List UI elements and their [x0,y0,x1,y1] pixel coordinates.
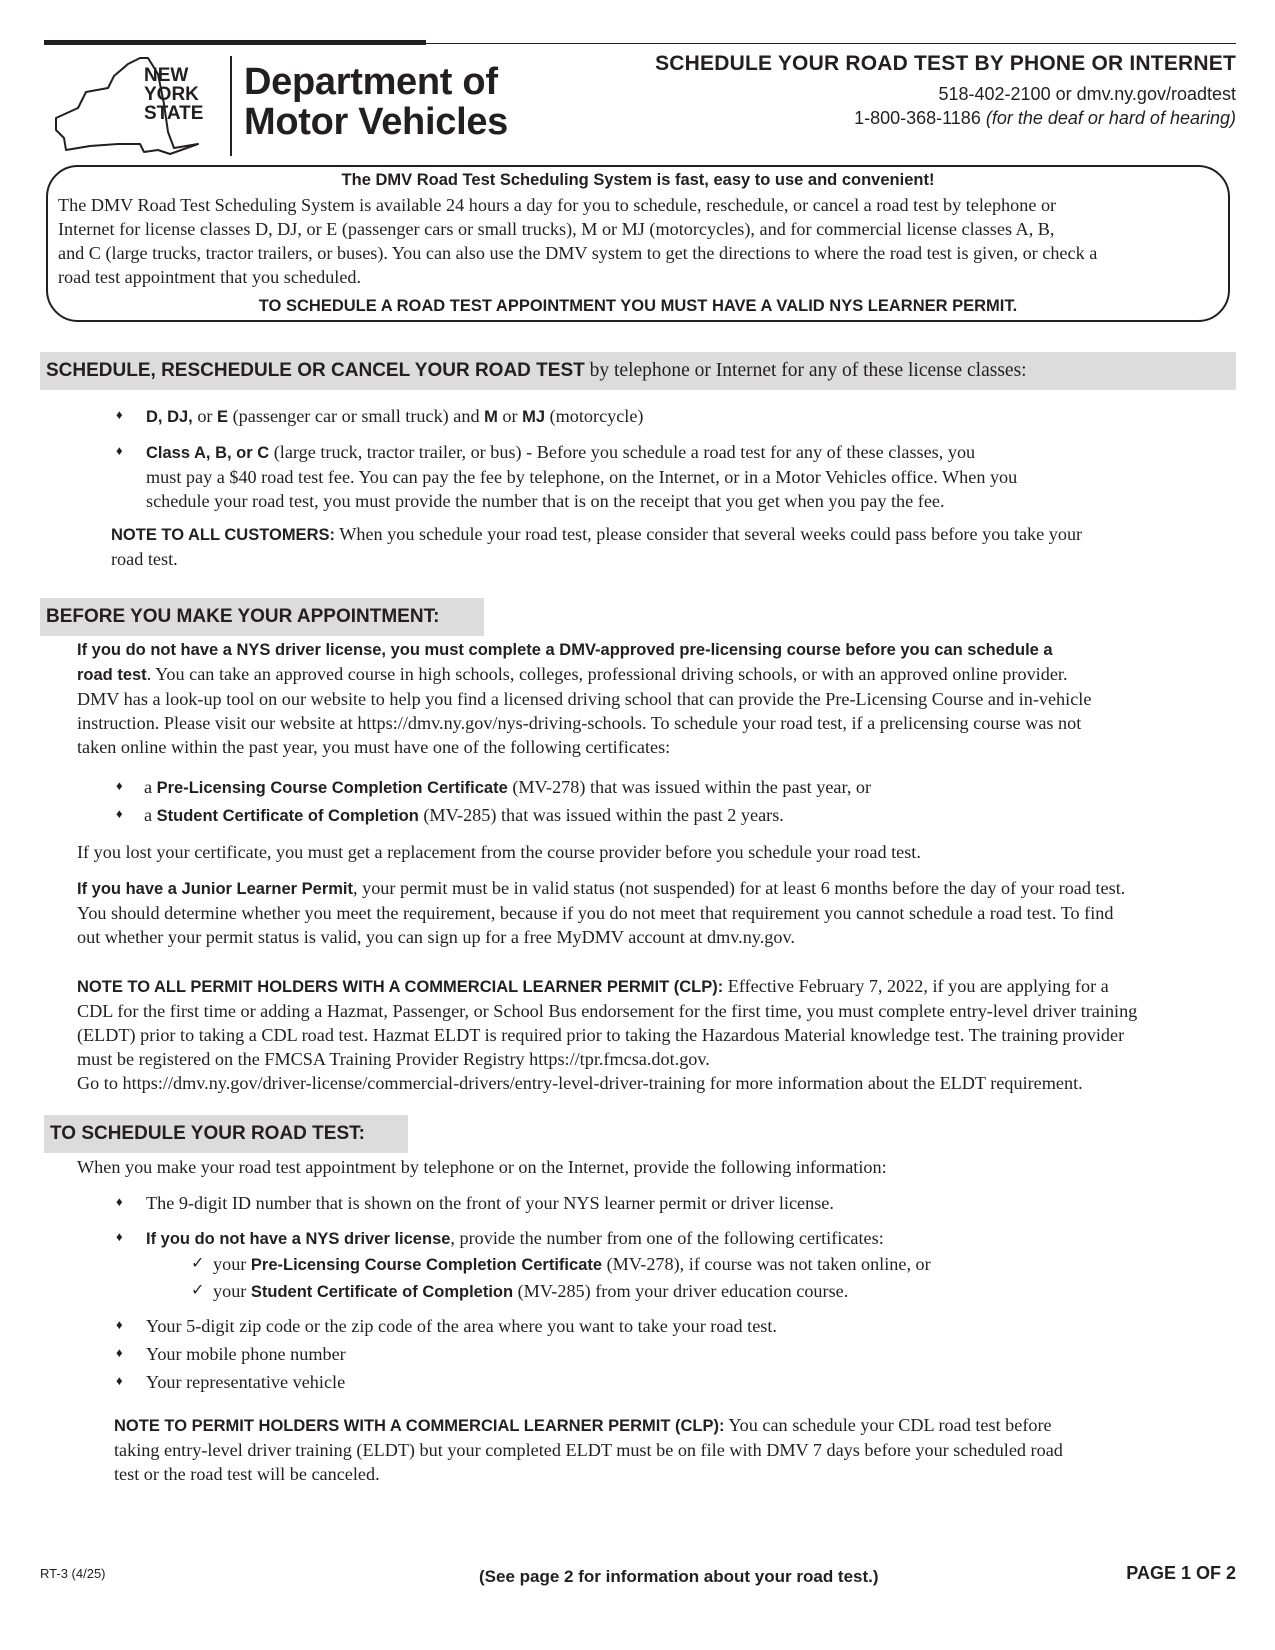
bullet-icon: ♦ [116,443,123,458]
document-title: SCHEDULE YOUR ROAD TEST BY PHONE OR INTERNET [655,52,1236,75]
required-info-item-4: Your mobile phone number [146,1344,346,1364]
section-header-schedule-road-test: TO SCHEDULE YOUR ROAD TEST: [44,1115,408,1153]
info-box-heading: The DMV Road Test Scheduling System is fast, easy to use and convenient! [341,171,935,189]
lost-certificate-text: If you lost your certificate, you must get a replacement from the course provider before you schedule your road test. [77,842,921,862]
logo-divider [230,56,232,156]
see-page-2-note: (See page 2 for information about your road test.) [479,1567,879,1586]
license-class-bullet-1: D, DJ, or E (passenger car or small truck) and M or MJ (motorcycle) [146,406,644,426]
schedule-intro: When you make your road test appointment by telephone or on the Internet, provide the following information: [77,1157,887,1177]
required-info-item-3: Your 5-digit zip code or the zip code of the area where you want to take your road test. [146,1316,777,1336]
form-id: RT-3 (4/25) [40,1566,106,1581]
bullet-icon: ♦ [116,1194,123,1209]
certificate-item-2: a Student Certificate of Completion (MV-285) that was issued within the past 2 years. [144,805,784,825]
clp-scheduling-note: NOTE TO PERMIT HOLDERS WITH A COMMERCIAL LEARNER PERMIT (CLP): You can schedule your CDL road test before taking entry-level driver training (ELDT) but your completed ELDT must be on file with DMV 7 days before your scheduled road test or the road test will be canceled. [114,1415,1063,1484]
bullet-icon: ♦ [116,1229,123,1244]
bullet-icon: ♦ [116,778,123,793]
bullet-icon: ♦ [116,407,123,422]
junior-permit-paragraph: If you have a Junior Learner Permit, your permit must be in valid status (not suspended) for at least 6 months before the day of your road test. You should determine whether you meet the requirement, because if you do not meet that requirement you cannot schedule a road test. To find out whether your permit status is valid, you can sign up for a free MyDMV account at dmv.ny.gov. [77,878,1126,947]
info-box-footer: TO SCHEDULE A ROAD TEST APPOINTMENT YOU MUST HAVE A VALID NYS LEARNER PERMIT. [258,297,1018,315]
logo-department-name: Department of Motor Vehicles [244,61,508,143]
contact-tty: 1-800-368-1186 (for the deaf or hard of hearing) [854,108,1236,128]
page-number: PAGE 1 OF 2 [1126,1563,1236,1583]
pre-licensing-paragraph: If you do not have a NYS driver license, you must complete a DMV-approved pre-licensing course before you can schedule a road test. You can take an approved course in high schools, colleges, professional driving schools, or with an approved online provider. DMV has a look-up tool on our website to help you find a licensed driving school that can provide the Pre-Licensing Course and in-vehicle instruction. Please visit our website at https://dmv.ny.gov/nys-driving-schools. To schedule your road test, if a prelicensing course was not taken online within the past year, you must have one of the following certificates: [77,641,1092,757]
logo-state-text: NEW YORK STATE [144,65,204,124]
bullet-icon: ♦ [116,1345,123,1360]
certificate-item-1: a Pre-Licensing Course Completion Certificate (MV-278) that was issued within the past year, or [144,777,872,797]
checkmark-icon: ✓ [191,1282,205,1299]
section-header-schedule: SCHEDULE, RESCHEDULE OR CANCEL YOUR ROAD TEST by telephone or Internet for any of these license classes: [40,352,1236,390]
info-box-body: The DMV Road Test Scheduling System is available 24 hours a day for you to schedule, reschedule, or cancel a road test by telephone or Internet for license classes D, DJ, or E (passenger cars or small trucks), M or MJ (motorcycles), and for commercial license classes A, B, and C (large trucks, tractor trailers, or buses). You can also use the DMV system to get the directions to where the road test is given, or check a road test appointment that you scheduled. [58,195,1098,287]
certificate-check-2: your Student Certificate of Completion (MV-285) from your driver education course. [213,1281,849,1301]
bullet-icon: ♦ [116,1373,123,1388]
bullet-icon: ♦ [116,1317,123,1332]
bullet-icon: ♦ [116,806,123,821]
note-to-all-customers: NOTE TO ALL CUSTOMERS: When you schedule your road test, please consider that several weeks could pass before you take your road test. [111,524,1083,569]
required-info-item-5: Your representative vehicle [146,1372,346,1392]
header-rule-thin [426,43,1236,44]
section-header-before-appointment: BEFORE YOU MAKE YOUR APPOINTMENT: [40,598,484,636]
required-info-item-1: The 9-digit ID number that is shown on the front of your NYS learner permit or driver license. [146,1193,834,1213]
certificate-check-1: your Pre-Licensing Course Completion Certificate (MV-278), if course was not taken online, or [213,1254,931,1274]
contact-phone-web: 518-402-2100 or dmv.ny.gov/roadtest [938,84,1236,104]
header-rule-thick [44,40,426,45]
required-info-item-2: If you do not have a NYS driver license, provide the number from one of the following certificates: [146,1228,884,1248]
license-class-bullet-2: Class A, B, or C (large truck, tractor trailer, or bus) - Before you schedule a road test for any of these classes, you must pay a $40 road test fee. You can pay the fee by telephone, on the Internet, or in a Motor Vehicles office. When you schedule your road test, you must provide the number that is on the receipt that you get when you pay the fee. [146,442,1018,511]
checkmark-icon: ✓ [191,1255,205,1272]
clp-eldt-note: NOTE TO ALL PERMIT HOLDERS WITH A COMMERCIAL LEARNER PERMIT (CLP): Effective February 7, 2022, if you are applying for a CDL for the first time or adding a Hazmat, Passenger, or School Bus endorsement for the first time, you must complete entry-level driver training (ELDT) prior to taking a CDL road test. Hazmat ELDT is required prior to taking the Hazardous Material knowledge test. The training provider must be registered on the FMCSA Training Provider Registry https://tpr.fmcsa.dot.gov. Go to https://dmv.ny.gov/driver-license/commercial-drivers/entry-level-driver-training for more information about the ELDT requirement. [77,976,1138,1093]
